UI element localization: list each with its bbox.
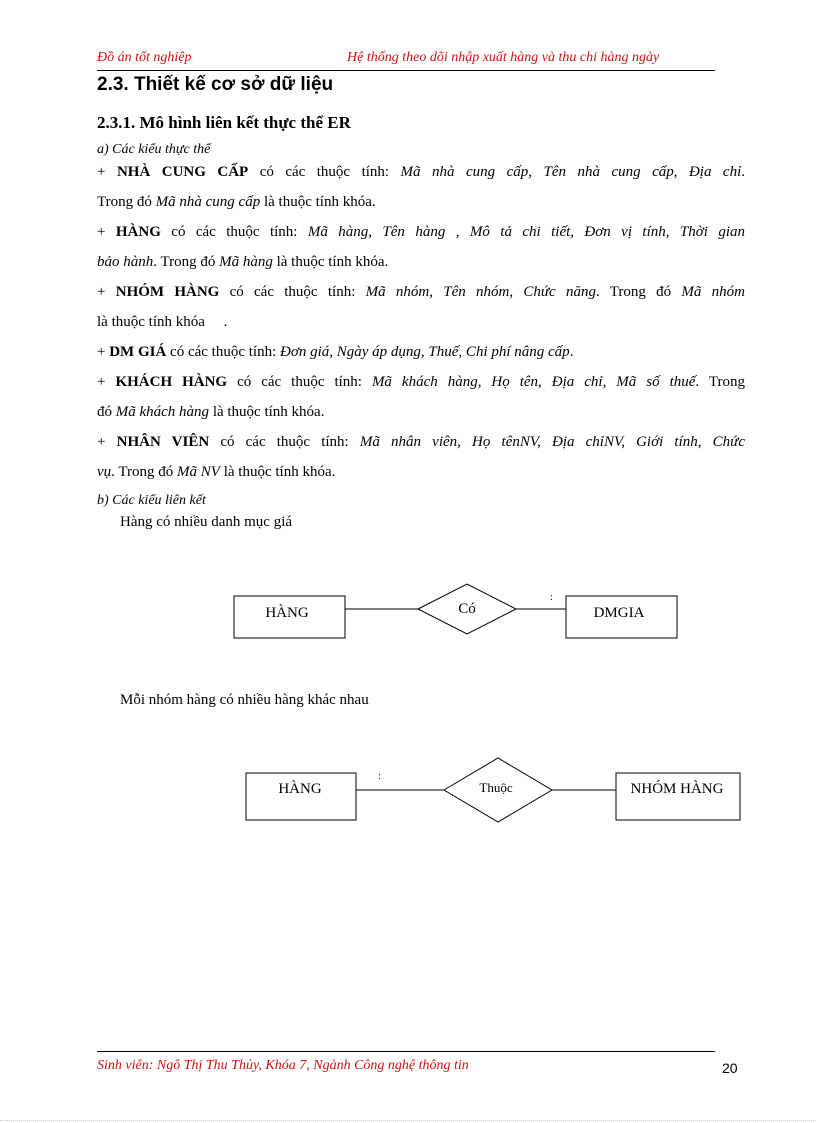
entity-paragraph-supplier: + NHÀ CUNG CẤP có các thuộc tính: Mã nhà cung cấp, Tên nhà cung cấp, Địa chỉ. Trong đó Mã nhà cung cấp là thuộc tính khóa. [97, 164, 745, 210]
cardinality-mark: : [550, 592, 553, 603]
attribute-list-cont: vụ [97, 464, 112, 480]
relationships-heading: b) Các kiểu liên kết [97, 493, 206, 508]
entity-paragraph-price: + DM GIÁ có các thuộc tính: Đơn giá, Ngày áp dụng, Thuế, Chi phí nâng cấp. [97, 344, 574, 360]
attribute-list: Đơn giá, Ngày áp dụng, Thuế, Chi phí nâng cấp [280, 344, 570, 360]
attribute-list: Mã hàng, Tên hàng , Mô tả chi tiết, Đơn vị tính, Thời gian [307, 224, 745, 240]
entity-name: NHÀ CUNG CẤP [116, 164, 249, 180]
relationship-label-thuoc: Thuộc [479, 780, 513, 795]
key-attribute: Mã nhóm [681, 284, 745, 300]
attribute-list: Mã khách hàng, Họ tên, Địa chỉ, Mã số thuế [371, 374, 696, 390]
entity-name: DM GIÁ [109, 344, 167, 360]
entity-types-heading: a) Các kiểu thực thể [97, 142, 211, 157]
entity-paragraph-employee: + NHÂN VIÊN có các thuộc tính: Mã nhân viên, Họ tênNV, Địa chỉNV, Giới tính, Chức vụ. Trong đó Mã NV là thuộc tính khóa. [97, 434, 745, 480]
header-left: Đồ án tốt nghiệp [97, 50, 192, 65]
footer-divider [97, 1051, 715, 1052]
section-title: 2.3. Thiết kế cơ sở dữ liệu [97, 74, 334, 95]
entity-label-nhom-hang: NHÓM HÀNG [630, 781, 724, 797]
entity-paragraph-customer: + KHÁCH HÀNG có các thuộc tính: Mã khách hàng, Họ tên, Địa chỉ, Mã số thuế. Trong đó Mã khách hàng là thuộc tính khóa. [97, 374, 746, 420]
subsection-title: 2.3.1. Mô hình liên kết thực thể ER [97, 113, 351, 132]
relationship-1-caption: Hàng có nhiều danh mục giá [120, 514, 293, 530]
entity-label-hang: HÀNG [278, 781, 322, 797]
entity-paragraph-group: + NHÓM HÀNG có các thuộc tính: Mã nhóm, Tên nhóm, Chức năng. Trong đó Mã nhóm là thuộc tính khóa . [97, 284, 745, 330]
header-right: Hệ thống theo dõi nhập xuất hàng và thu chi hàng ngày [347, 50, 660, 65]
key-attribute: Mã khách hàng [115, 404, 210, 420]
attribute-list: Mã nhóm, Tên nhóm, Chức năng [365, 284, 596, 300]
entity-name: NHÂN VIÊN [116, 434, 210, 450]
attribute-list-cont: bảo hành [97, 254, 154, 270]
key-attribute: Mã nhà cung cấp [155, 194, 261, 210]
relationship-label-co: Có [458, 601, 476, 617]
attribute-list: Mã nhà cung cấp, Tên nhà cung cấp, Địa chỉ [400, 164, 742, 180]
entity-name: HÀNG [115, 224, 161, 240]
page-number: 20 [722, 1060, 738, 1076]
entity-paragraph-product: + HÀNG có các thuộc tính: Mã hàng, Tên hàng , Mô tả chi tiết, Đơn vị tính, Thời gian bảo hành. Trong đó Mã hàng là thuộc tính khóa. [97, 224, 745, 270]
relationship-2-caption: Mỗi nhóm hàng có nhiều hàng khác nhau [120, 692, 369, 708]
key-attribute: Mã NV [177, 464, 220, 480]
relationship-2-diagram [246, 758, 740, 822]
page-bottom-border [0, 1120, 816, 1122]
footer-text: Sinh viên: Ngô Thị Thu Thủy, Khóa 7, Ngành Công nghệ thông tin [97, 1058, 469, 1073]
relationship-1-diagram [234, 584, 677, 638]
entity-label-hang: HÀNG [265, 605, 309, 621]
entity-name: KHÁCH HÀNG [115, 374, 228, 390]
entity-label-dmgia: DMGIA [593, 605, 645, 621]
entity-name: NHÓM HÀNG [115, 284, 220, 300]
cardinality-mark: : [378, 771, 381, 782]
key-attribute: Mã hàng [219, 254, 273, 270]
attribute-list: Mã nhân viên, Họ tênNV, Địa chỉNV, Giới tính, Chức [359, 434, 745, 450]
